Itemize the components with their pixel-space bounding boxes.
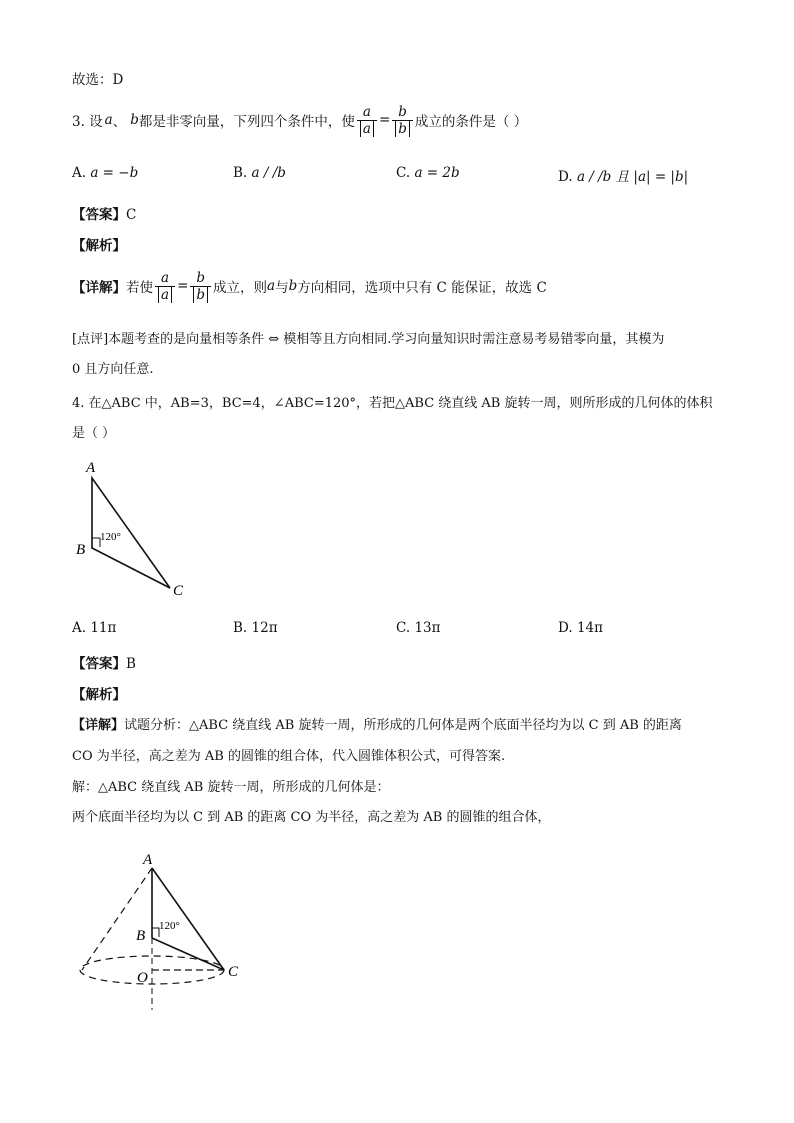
q4-stem-line1: 4. 在△ABC 中，AB=3，BC=4，∠ABC=120°，若把△ABC 绕直线 AB 旋转一周，则所形成的几何体的体积 [72,396,713,411]
q3-options [72,165,772,189]
angle-marker [92,538,100,547]
q4-detail-line1: 【详解】试题分析：△ABC 绕直线 AB 旋转一周，所形成的几何体是两个底面半径均为以 C 到 AB 的距离 [72,718,682,733]
label-b: B [76,542,86,558]
label-b: B [136,928,146,944]
q3-equals: = [378,112,391,128]
q3-detail-fraction-a: $\frac{a}{a}$ [155,270,175,303]
q3-option-b: B. a / /b [233,165,286,181]
answer-value: C [126,207,137,223]
left-generatrix [82,868,152,970]
q3-prefix: 3. 设 [72,114,103,130]
q3-comment-line1: [点评]本题考查的是向量相等条件 ⇔ 模相等且方向相同.学习向量知识时需注意易考易错零向量，其模为 [72,332,665,347]
q3-fraction-a: $\frac{a}{a}$ [357,104,377,137]
q3-stem [72,100,527,140]
angle-marker [152,928,159,937]
q4-option-a: A. 11π [72,620,117,636]
label-a: A [86,460,96,476]
q3-vec-b: b [130,112,139,128]
q3-fraction-b: $\frac{b}{b}$ [392,104,413,137]
q3-vec-a: a [104,112,113,128]
answer-tag: 【答案】 [72,207,126,223]
detail-tag: 【详解】 [72,280,126,296]
q4-triangle-figure [60,455,210,605]
q4-option-d: D. 14π [558,620,603,636]
label-c: C [173,583,184,599]
q4-option-c: C. 13π [396,620,441,636]
q4-solution-line1: 解：△ABC 绕直线 AB 旋转一周，所形成的几何体是： [72,780,390,795]
q3-sep: 、 [112,114,127,130]
q3-comment-line2: 0 且方向任意. [72,362,154,377]
previous-answer-line: 故选：D [72,72,124,88]
q4-answer: 【答案】B [72,656,136,672]
angle-label: 120° [100,531,121,543]
q4-option-b: B. 12π [233,620,278,636]
q4-options [72,620,772,642]
q4-solution-line2: 两个底面半径均为以 C 到 AB 的距离 CO 为半径，高之差为 AB 的圆锥的组合体， [72,810,551,825]
label-o: O [137,970,148,986]
q4-detail-line2: CO 为半径，高之差为 AB 的圆锥的组合体，代入圆锥体积公式，可得答案. [72,749,506,764]
q3-mid: 都是非零向量，下列四个条件中，使 [138,114,355,130]
label-c: C [228,964,239,980]
q3-detail-fraction-b: $\frac{b}{b}$ [190,270,211,303]
q3-detail: 【详解】 若使 $\frac{a}{a}$ = $\frac{b}{b}$ 成立，则 a 与 b 方向相同，选项中只有 C 能保证，故选 C [72,269,547,303]
q3-option-a: A. a = −b [72,165,139,181]
q4-stem-line2: 是（ ） [72,426,116,441]
q3-suffix: 成立的条件是（ ） [414,114,528,130]
q3-analysis-tag: 【解析】 [72,238,126,254]
angle-label: 120° [159,920,180,932]
q3-option-d: D. a / /b 且 |a| = |b| [558,169,689,185]
q3-option-c: C. a = 2b [396,165,460,181]
q4-cone-figure [60,840,280,1015]
q3-answer [72,203,136,223]
q4-analysis-tag: 【解析】 [72,687,126,703]
label-a: A [143,852,153,868]
